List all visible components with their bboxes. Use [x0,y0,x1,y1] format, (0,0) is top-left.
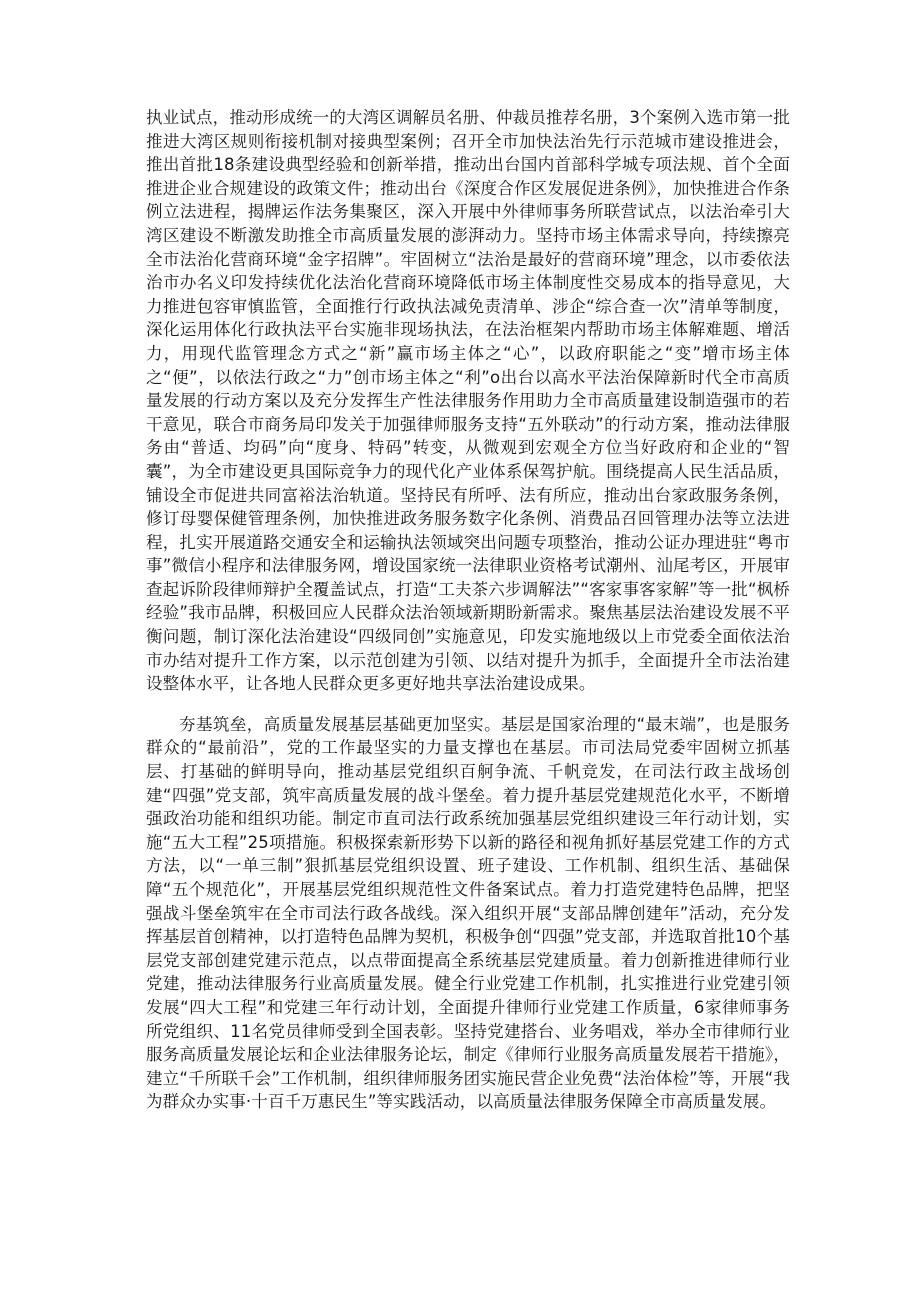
document-body [146,106,790,1114]
body-paragraph-1: 执业试点，推动形成统一的大湾区调解员名册、仲裁员推荐名册，3个案例入选市第一批推进大湾区规则衔接机制对接典型案例；召开全市加快法治先行示范城市建设推进会，推出首批18条建设典型经验和创新举措，推动出台国内首部科学城专项法规、首个全面推进企业合规建设的政策文件；推动出台《深度合作区发展促进条例》，加快推进合作条例立法进程，揭牌运作法务集聚区，深入开展中外律师事务所联营试点，以法治牵引大湾区建设不断激发助推全市高质量发展的澎湃动力。坚持市场主体需求导向，持续擦亮全市法治化营商环境“金字招牌”。牢固树立“法治是最好的营商环境”理念，以市委依法治市办名义印发持续优化法治化营商环境降低市场主体制度性交易成本的指导意见，大力推进包容审慎监管，全面推行行政执法减免责清单、涉企“综合查一次”清单等制度，深化运用体化行政执法平台实施非现场执法，在法治框架内帮助市场主体解难题、增活力，用现代监管理念方式之“新”赢市场主体之“心”，以政府职能之“变”增市场主体之“便”，以依法行政之“力”创市场主体之“利”o出台以高水平法治保障新时代全市高质量发展的行动方案以及充分发挥生产性法律服务作用助力全市高质量建设制造强市的若干意见，联合市商务局印发关于加强律师服务支持“五外联动”的行动方案，推动法律服务由“普适、均码”向“度身、特码”转变，从微观到宏观全方位当好政府和企业的“智囊”，为全市建设更具国际竞争力的现代化产业体系保驾护航。围绕提高人民生活品质，铺设全市促进共同富裕法治轨道。坚持民有所呼、法有所应，推动出台家政服务条例，修订母婴保健管理条例，加快推进政务服务数字化条例、消费品召回管理办法等立法进程，扎实开展道路交通安全和运输执法领域突出问题专项整治，推动公证办理进驻“粤市事”微信小程序和法律服务网，增设国家统一法律职业资格考试潮州、汕尾考区，开展审查起诉阶段律师辩护全覆盖试点，打造“工夫茶六步调解法”“客家事客家解”等一批“枫桥经验”我市品牌，积极回应人民群众法治领域新期盼新需求。聚焦基层法治建设发展不平衡问题，制订深化法治建设“四级同创”实施意见，印发实施地级以上市党委全面依法治市办结对提升工作方案，以示范创建为引领、以结对提升为抓手，全面提升全市法治建设整体水平，让各地人民群众更多更好地共享法治建设成果。 [146,108,790,694]
body-paragraph-2: 夯基筑垒，高质量发展基层基础更加坚实。基层是国家治理的“最末端”，也是服务群众的“最前沿”，党的工作最坚实的力量支撑也在基层。市司法局党委牢固树立抓基层、打基础的鲜明导向，推动基层党组织百舸争流、千帆竞发，在司法行政主战场创建“四强”党支部，筑牢高质量发展的战斗堡垒。着力提升基层党建规范化水平，不断增强政治功能和组织功能。制定市直司法行政系统加强基层党组织建设三年行动计划，实施“五大工程”25项措施。积极探索新形势下以新的路径和视角抓好基层党建工作的方式方法，以“一单三制”狠抓基层党组织设置、班子建设、工作机制、组织生活、基础保障“五个规范化”，开展基层党组织规范性文件备案试点。着力打造党建特色品牌，把坚强战斗堡垒筑牢在全市司法行政各战线。深入组织开展“支部品牌创建年”活动，充分发挥基层首创精神，以打造特色品牌为契机，积极争创“四强”党支部，并选取首批10个基层党支部创建党建示范点，以点带面提高全系统基层党建质量。着力创新推进律师行业党建，推动法律服务行业高质量发展。健全行业党建工作机制，扎实推进行业党建引领发展“四大工程”和党建三年行动计划，全面提升律师行业党建工作质量，6家律师事务所党组织、11名党员律师受到全国表彰。坚持党建搭台、业务唱戏，举办全市律师行业服务高质量发展论坛和企业法律服务论坛，制定《律师行业服务高质量发展若干措施》，建立“千所联千会”工作机制，组织律师服务团实施民营企业免费“法治体检”等，开展“我为群众办实事·十百千万惠民生”等实践活动，以高质量法律服务保障全市高质量发展。 [146,714,790,1112]
